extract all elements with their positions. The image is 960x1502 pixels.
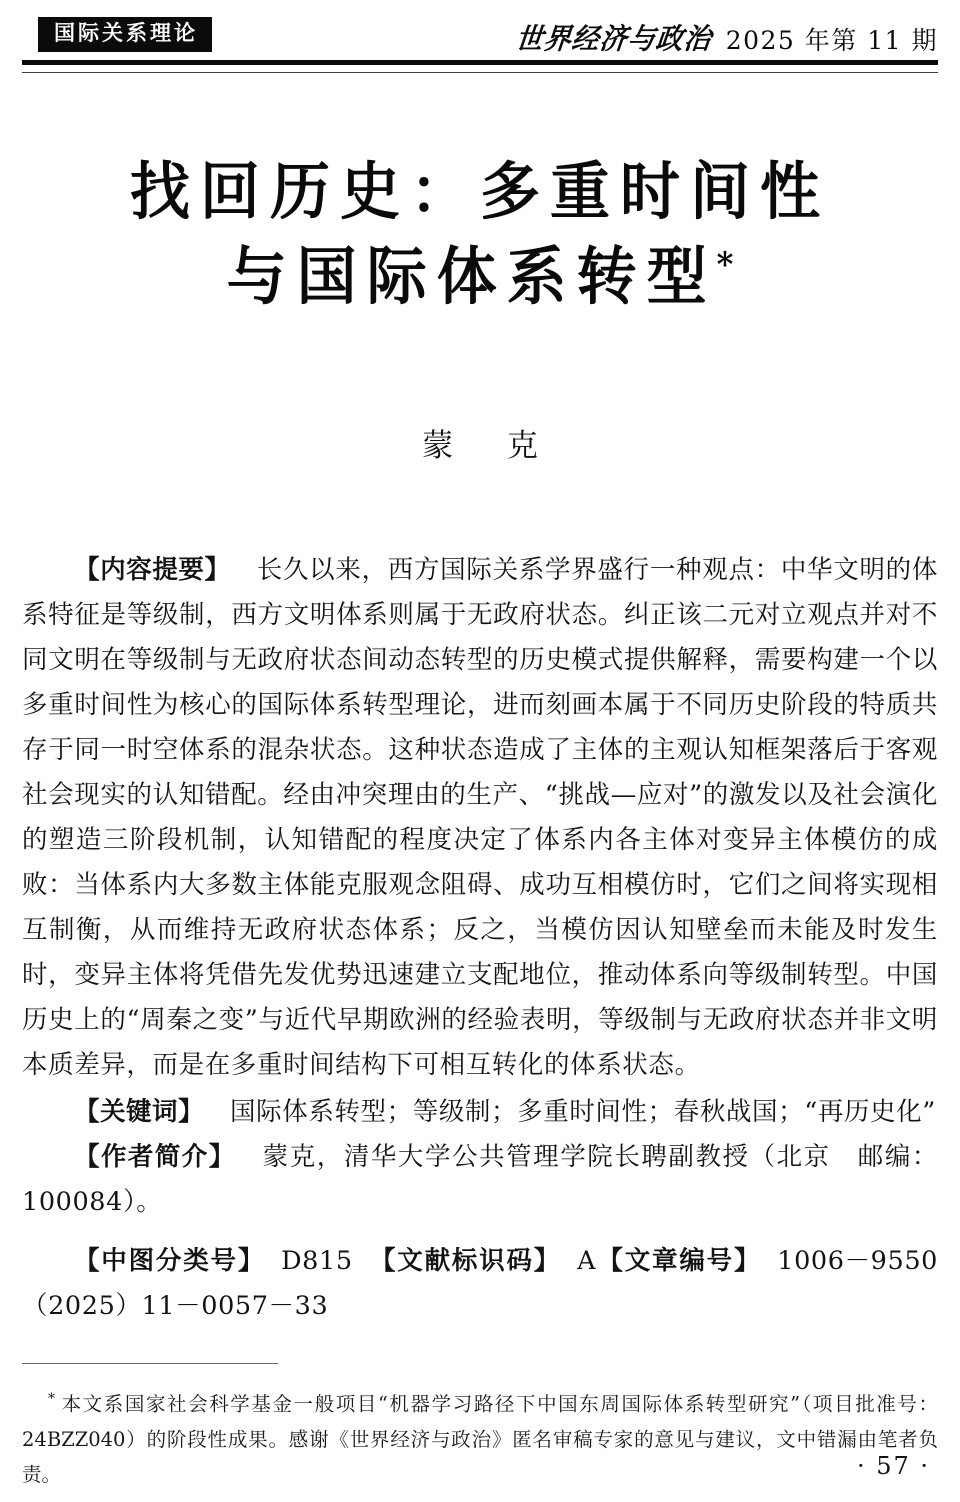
section-tag: 国际关系理论 (38, 17, 212, 52)
footnote-separator (22, 1363, 278, 1364)
document-code-value: A (577, 1246, 597, 1276)
abstract-text: 长久以来，西方国际关系学界盛行一种观点：中华文明的体系特征是等级制，西方文明体系则属于无政府状态。纠正该二元对立观点并对不同文明在等级制与无政府状态间动态转型的历史模式提供解释，需要构建一个以多重时间性为核心的国际体系转型理论，进而刻画本属于不同历史阶段的特质共存于同一时空体系的混杂状态。这种状态造成了主体的主观认知框架落后于客观社会现实的认知错配。经由冲突理由的生产、“挑战—应对”的激发以及社会演化的塑造三阶段机制，认知错配的程度决定了体系内各主体对变异主体模仿的成败：当体系内大多数主体能克服观念阻碍、成功互相模仿时，它们之间将实现相互制衡，从而维持无政府状态体系；反之，当模仿因认知壁垒而未能及时发生时，变异主体将凭借先发优势迅速建立支配地位，推动体系向等级制转型。中国历史上的“周秦之变”与近代早期欧洲的经验表明，等级制与无政府状态并非文明本质差异，而是在多重时间结构下可相互转化的体系状态。 (22, 555, 938, 1080)
article-id-label: 【文章编号】 (596, 1246, 762, 1276)
author-bio-paragraph (22, 1135, 938, 1225)
abstract-paragraph (22, 548, 938, 1088)
article-title-line-2-wrap (0, 233, 960, 322)
footnote-text: 本文系国家社会科学基金一般项目“机器学习路径下中国东周国际体系转型研究”（项目批准号：24BZZ040）的阶段性成果。感谢《世界经济与政治》匿名审稿专家的意见与建议，文中错漏由笔者负责。 (22, 1392, 938, 1486)
keywords-text: 国际体系转型；等级制；多重时间性；春秋战国；“再历史化” (230, 1097, 936, 1127)
footnote-marker: * (48, 1391, 55, 1407)
footnote (22, 1382, 938, 1492)
article-title-line-1: 找回历史：多重时间性 (130, 155, 830, 229)
clc-value: D815 (281, 1246, 353, 1276)
clc-label: 【中图分类号】 (74, 1246, 266, 1276)
title-footnote-marker: * (716, 244, 734, 285)
keywords-paragraph (22, 1090, 938, 1135)
author-name: 蒙 克 (422, 428, 560, 464)
article-id-value: 1006－9550（2025）11－0057－33 (22, 1246, 938, 1321)
keywords-label: 【关键词】 (74, 1097, 205, 1127)
abstract-label: 【内容提要】 (74, 555, 231, 585)
page-number: · 57 · (856, 1452, 930, 1480)
classification-paragraph (22, 1239, 938, 1329)
article-title-line-2: 与国际体系转型 (226, 240, 717, 314)
article-title (0, 150, 960, 320)
journal-name: 世界经济与政治 (513, 23, 714, 56)
header-rule-thick (22, 60, 938, 65)
issue-label: 2025 年第 11 期 (725, 26, 938, 55)
document-code-label: 【文献标识码】 (368, 1246, 562, 1276)
author-bio-label: 【作者简介】 (74, 1142, 236, 1172)
running-head-right (514, 18, 938, 57)
article-front-matter (22, 548, 938, 1329)
author-bio-text: 蒙克，清华大学公共管理学院长聘副教授（北京 邮编：100084）。 (22, 1142, 938, 1217)
header-rule-thin (22, 72, 938, 73)
